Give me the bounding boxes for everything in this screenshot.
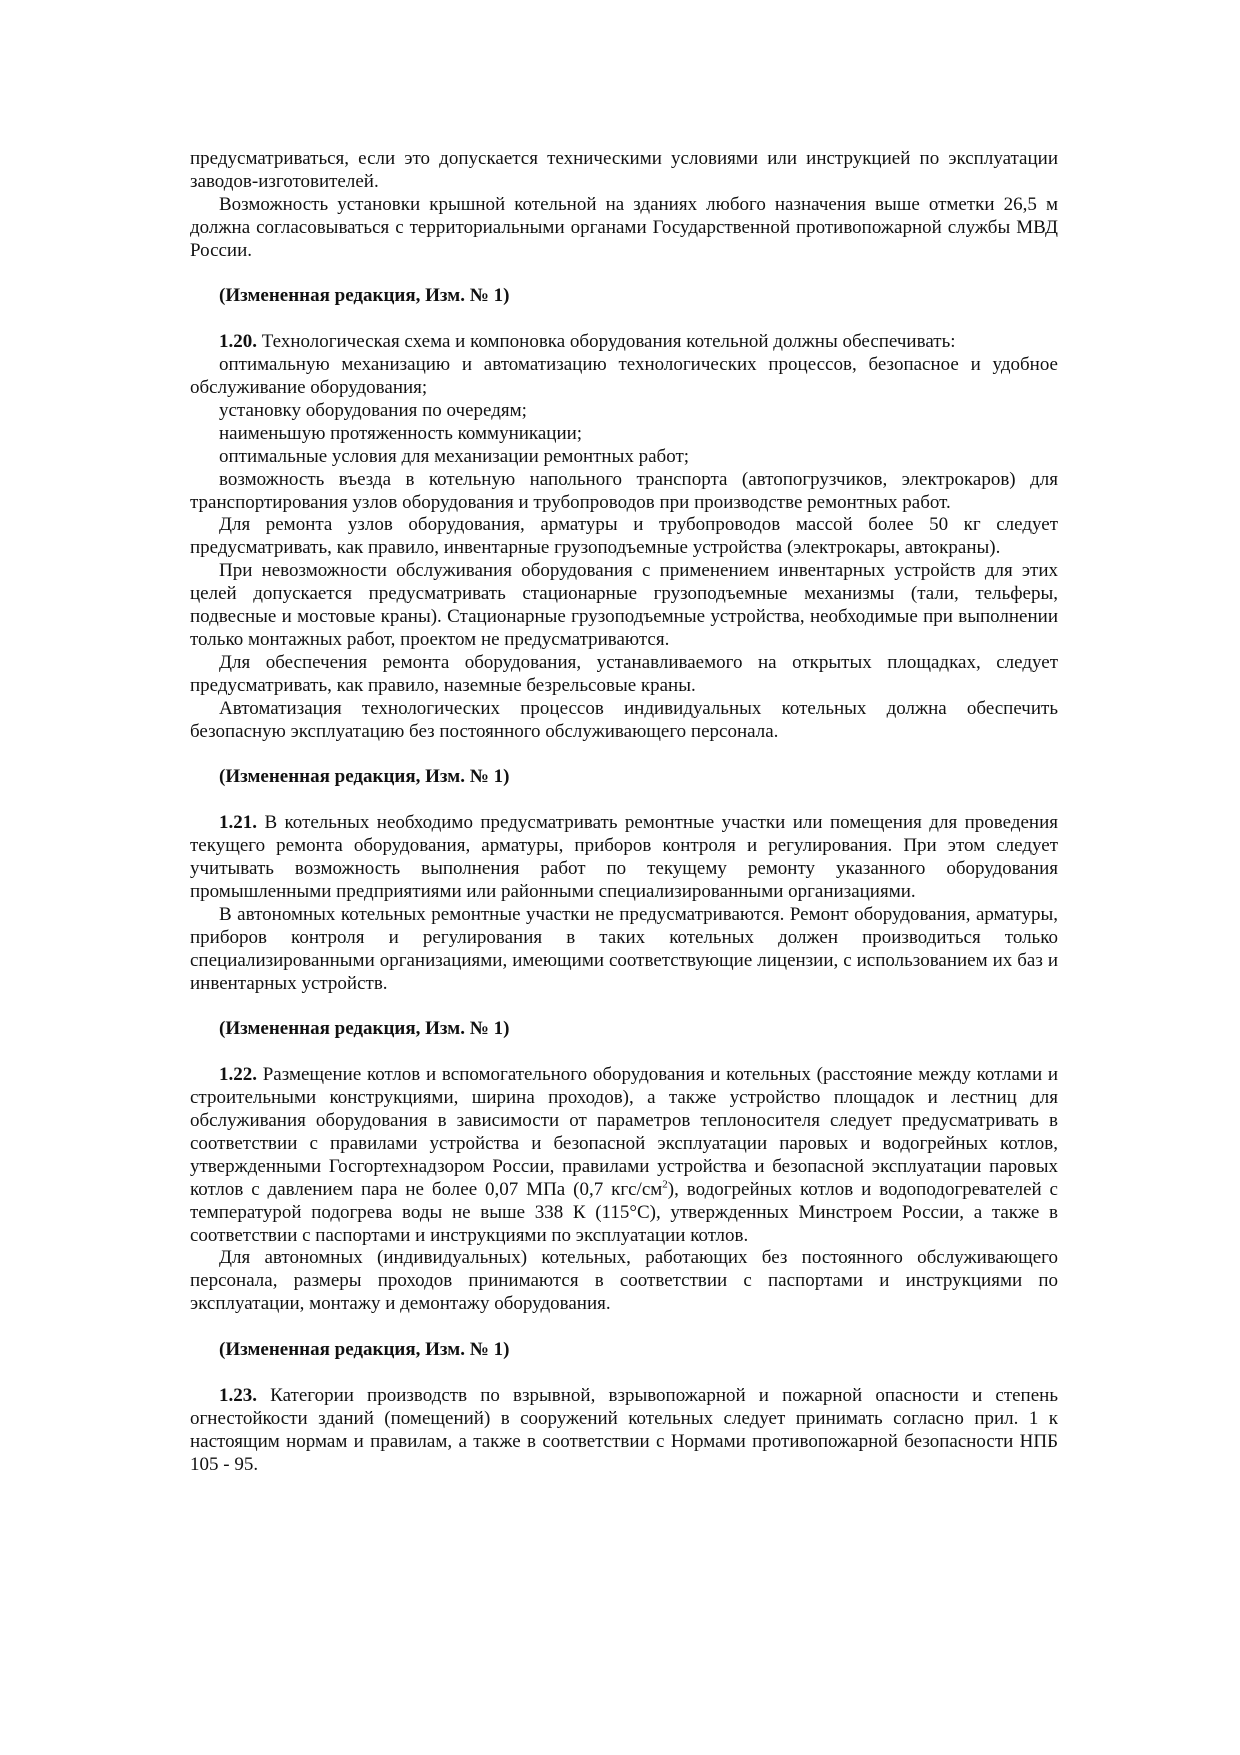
clause-paragraph bbox=[190, 1385, 1058, 1477]
paragraph-gap bbox=[190, 789, 1058, 812]
amendment-note bbox=[190, 1018, 1058, 1041]
paragraph-text: Для автономных (индивидуальных) котельных, работающих без постоянного обслуживающего персонала, размеры проходов принимаются в соответствии с паспортами и инструкциями по эксплуатации, монтажу и демонтажу оборудования. bbox=[190, 1247, 1058, 1315]
amendment-note-text: (Измененная редакция, Изм. № 1) bbox=[219, 1018, 510, 1040]
paragraph-text: установку оборудования по очередям; bbox=[219, 399, 527, 421]
clause-paragraph bbox=[190, 812, 1058, 904]
body-paragraph bbox=[190, 560, 1058, 652]
paragraph-text: При невозможности обслуживания оборудования с применением инвентарных устройств для этих целей допускается предусматривать стационарные грузоподъемные механизмы (тали, тельферы, подвесные и мостовые краны). Стационарные грузоподъемные устройства, необходимые при выполнении только монтажных работ, проектом не предусматриваются. bbox=[190, 560, 1058, 650]
clause-number: 1.23. bbox=[219, 1384, 257, 1406]
paragraph-text-tail: ), водогрейных котлов и водоподогревателей с температурой подогрева воды не выше 338 К (115°С), утвержденных Минстроем России, а также в соответствии с паспортами и инструкциями по эксплуатации котлов. bbox=[190, 1178, 1058, 1246]
paragraph-text: В котельных необходимо предусматривать ремонтные участки или помещения для проведения текущего ремонта оборудования, арматуры, приборов контроля и регулирования. При этом следует учитывать возможность выполнения работ по текущему ремонту указанного оборудования промышленными предприятиями или районными специализированными организациями. bbox=[190, 812, 1058, 902]
body-paragraph bbox=[190, 469, 1058, 515]
paragraph-text: Для обеспечения ремонта оборудования, устанавливаемого на открытых площадках, следует предусматривать, как правило, наземные безрельсовые краны. bbox=[190, 651, 1058, 696]
paragraph-gap bbox=[190, 308, 1058, 331]
body-paragraph bbox=[190, 354, 1058, 400]
paragraph-text: возможность въезда в котельную напольного транспорта (автопогрузчиков, электрокаров) для транспортирования узлов оборудования и трубопроводов при производстве ремонтных работ. bbox=[190, 468, 1058, 513]
paragraph-gap bbox=[190, 995, 1058, 1018]
paragraph-text: Возможность установки крышной котельной на зданиях любого назначения выше отметки 26,5 м должна согласовываться с территориальными органами Государственной противопожарной службы МВД России. bbox=[190, 193, 1058, 261]
clause-paragraph bbox=[190, 1064, 1058, 1247]
amendment-note bbox=[190, 1339, 1058, 1362]
body-paragraph bbox=[190, 652, 1058, 698]
paragraph-text: наименьшую протяженность коммуникации; bbox=[219, 422, 583, 444]
paragraph-gap bbox=[190, 1041, 1058, 1064]
paragraph-gap bbox=[190, 263, 1058, 286]
body-paragraph bbox=[190, 1247, 1058, 1316]
amendment-note bbox=[190, 766, 1058, 789]
superscript: 2 bbox=[662, 1178, 668, 1191]
paragraph-text: предусматриваться, если это допускается техническими условиями или инструкцией по эксплуатации заводов-изготовителей. bbox=[190, 148, 1058, 192]
paragraph-text: Для ремонта узлов оборудования, арматуры и трубопроводов массой более 50 кг следует предусматривать, как правило, инвентарные грузоподъемные устройства (электрокары, автокраны). bbox=[190, 514, 1058, 559]
amendment-note-text: (Измененная редакция, Изм. № 1) bbox=[219, 766, 510, 788]
body-paragraph bbox=[190, 904, 1058, 996]
clause-paragraph bbox=[190, 331, 1058, 354]
body-paragraph bbox=[190, 194, 1058, 263]
paragraph-text: оптимальные условия для механизации ремонтных работ; bbox=[219, 445, 690, 467]
paragraph-text: Размещение котлов и вспомогательного оборудования и котельных (расстояние между котлами и строительными конструкциями, ширина проходов), а также устройство площадок и лестниц для обслуживания оборудования в зависимости от параметров теплоносителя следует предусматривать в соответствии с правилами устройства и безопасной эксплуатации паровых и водогрейных котлов, утвержденными Госгортехнадзором России, правилами устройства и безопасной эксплуатации паровых котлов с давлением пара не более 0,07 МПа (0,7 кгс/см bbox=[190, 1064, 1059, 1200]
paragraph-text: В автономных котельных ремонтные участки не предусматриваются. Ремонт оборудования, арматуры, приборов контроля и регулирования в таких котельных должен производиться только специализированными организациями, имеющими соответствующие лицензии, с использованием их баз и инвентарных устройств. bbox=[190, 903, 1058, 994]
body-paragraph bbox=[190, 148, 1058, 194]
paragraph-text: Категории производств по взрывной, взрывопожарной и пожарной опасности и степень огнестойкости зданий (помещений) в сооружений котельных следует принимать согласно прил. 1 к настоящим нормам и правилам, а также в соответствии с Нормами противопожарной безопасности НПБ 105 - 95. bbox=[190, 1384, 1058, 1475]
amendment-note bbox=[190, 285, 1058, 308]
paragraph-gap bbox=[190, 1316, 1058, 1339]
amendment-note-text: (Измененная редакция, Изм. № 1) bbox=[219, 1339, 510, 1361]
paragraph-text: Технологическая схема и компоновка оборудования котельной должны обеспечивать: bbox=[261, 331, 956, 353]
clause-number: 1.22. bbox=[219, 1064, 257, 1086]
document-page bbox=[190, 148, 1058, 1476]
body-paragraph bbox=[190, 400, 1058, 423]
body-paragraph bbox=[190, 446, 1058, 469]
clause-number: 1.21. bbox=[219, 812, 257, 834]
amendment-note-text: (Измененная редакция, Изм. № 1) bbox=[219, 285, 510, 307]
paragraph-gap bbox=[190, 1362, 1058, 1385]
paragraph-text: Автоматизация технологических процессов индивидуальных котельных должна обеспечить безопасную эксплуатацию без постоянного обслуживающего персонала. bbox=[190, 697, 1058, 742]
body-paragraph bbox=[190, 514, 1058, 560]
body-paragraph bbox=[190, 698, 1058, 744]
clause-number: 1.20. bbox=[219, 331, 257, 353]
body-paragraph bbox=[190, 423, 1058, 446]
paragraph-gap bbox=[190, 744, 1058, 767]
paragraph-text: оптимальную механизацию и автоматизацию технологических процессов, безопасное и удобное обслуживание оборудования; bbox=[190, 354, 1058, 399]
